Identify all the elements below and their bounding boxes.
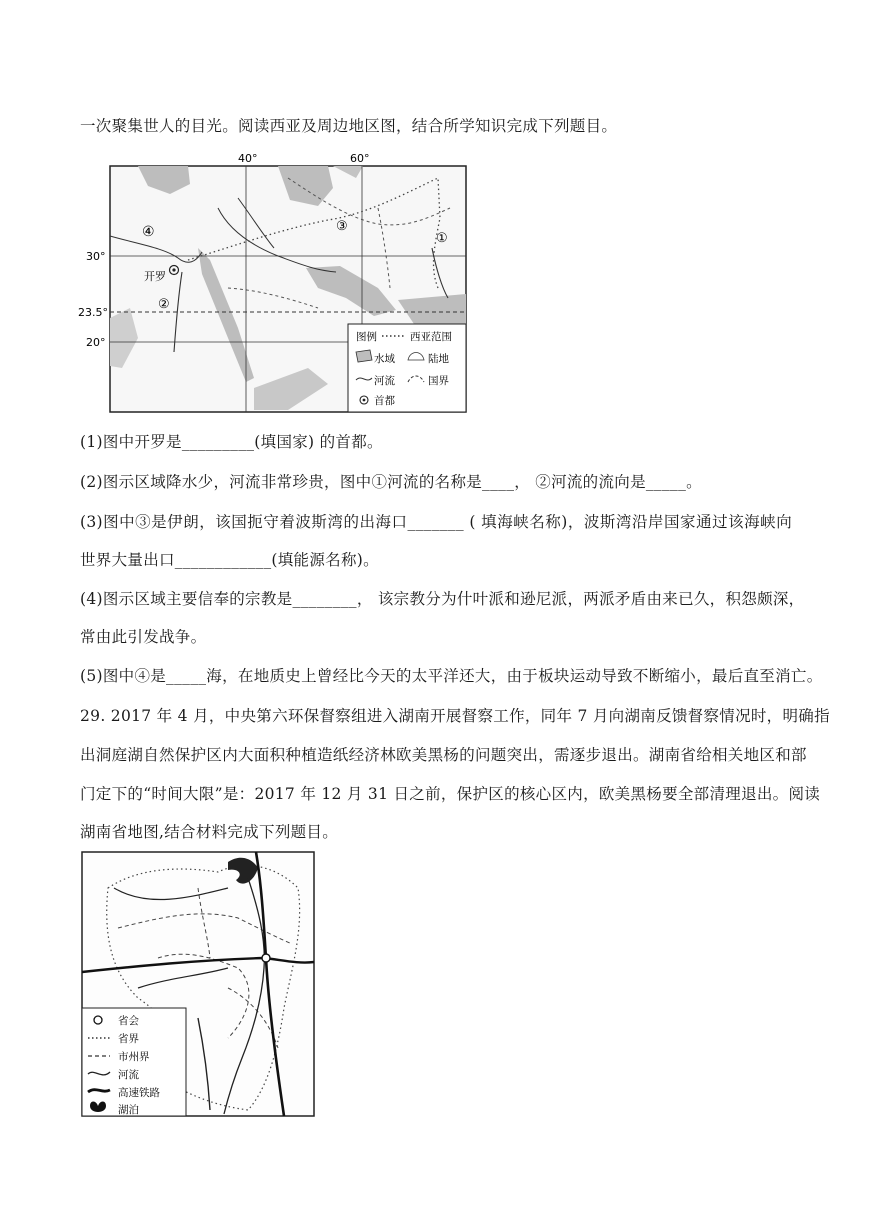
q29-line: 门定下的“时间大限”是：2017 年 12 月 31 日之前，保护区的核心区内，欧美黑杨要全部清理退出。阅读 — [80, 785, 821, 803]
question-3: (3)图中③是伊朗，该国扼守着波斯湾的出海口_______ ( 填海峡名称)，波斯湾沿岸国家通过该海峡向 — [80, 513, 792, 531]
lat-label: 20° — [86, 336, 106, 349]
legend-item: 陆地 — [428, 353, 449, 365]
marker-2: ② — [158, 297, 170, 312]
question-5: (5)图中④是_____海，在地质史上曾经比今天的太平洋还大，由于板块运动导致不断缩小，最后直至消亡。 — [80, 667, 823, 685]
marker-3: ③ — [336, 219, 348, 234]
legend-item: 河流 — [118, 1069, 139, 1081]
legend-item: 水域 — [374, 353, 395, 365]
q29-line: 湖南省地图,结合材料完成下列题目。 — [80, 823, 339, 841]
question-3-cont: 世界大量出口____________(填能源名称)。 — [80, 551, 379, 569]
legend-item: 市州界 — [118, 1051, 150, 1063]
lat-label: 30° — [86, 250, 106, 263]
question-4-cont: 常由此引发战争。 — [80, 628, 207, 646]
legend-item: 湖泊 — [118, 1104, 139, 1116]
legend-item: 河流 — [374, 375, 395, 387]
capital-icon — [262, 954, 270, 962]
legend-item: 西亚范围 — [410, 331, 452, 343]
intro-text: 一次聚集世人的目光。阅读西亚及周边地区图，结合所学知识完成下列题目。 — [80, 117, 618, 135]
question-2: (2)图示区域降水少，河流非常珍贵，图中①河流的名称是____， ②河流的流向是_____。 — [80, 473, 702, 491]
question-4: (4)图示区域主要信奉的宗教是________， 该宗教分为什叶派和逊尼派，两派矛盾由来已久，积怨颇深， — [80, 590, 805, 608]
legend-item: 省会 — [118, 1015, 139, 1027]
lat-label: 23.5° — [78, 306, 108, 319]
lon-label: 40° — [238, 152, 258, 165]
west-asia-map — [78, 148, 478, 416]
legend-item: 高速铁路 — [118, 1087, 160, 1099]
question-1: (1)图中开罗是_________(填国家) 的首都。 — [80, 433, 383, 451]
city-label: 开罗 — [144, 270, 166, 283]
q29-line: 29. 2017 年 4 月，中央第六环保督察组进入湖南开展督察工作，同年 7 月向湖南反馈督察情况时，明确指 — [80, 707, 830, 725]
legend-item: 首都 — [374, 395, 395, 407]
legend-item: 国界 — [428, 375, 449, 387]
lon-label: 60° — [350, 152, 370, 165]
marker-1: ① — [436, 231, 448, 246]
legend-title: 图例 — [356, 331, 377, 343]
hunan-map — [78, 848, 318, 1120]
legend-item: 省界 — [118, 1033, 139, 1045]
marker-4: ④ — [142, 224, 155, 240]
q29-line: 出洞庭湖自然保护区内大面积种植造纸经济林欧美黑杨的问题突出，需逐步退出。湖南省给相关地区和部 — [80, 746, 807, 764]
